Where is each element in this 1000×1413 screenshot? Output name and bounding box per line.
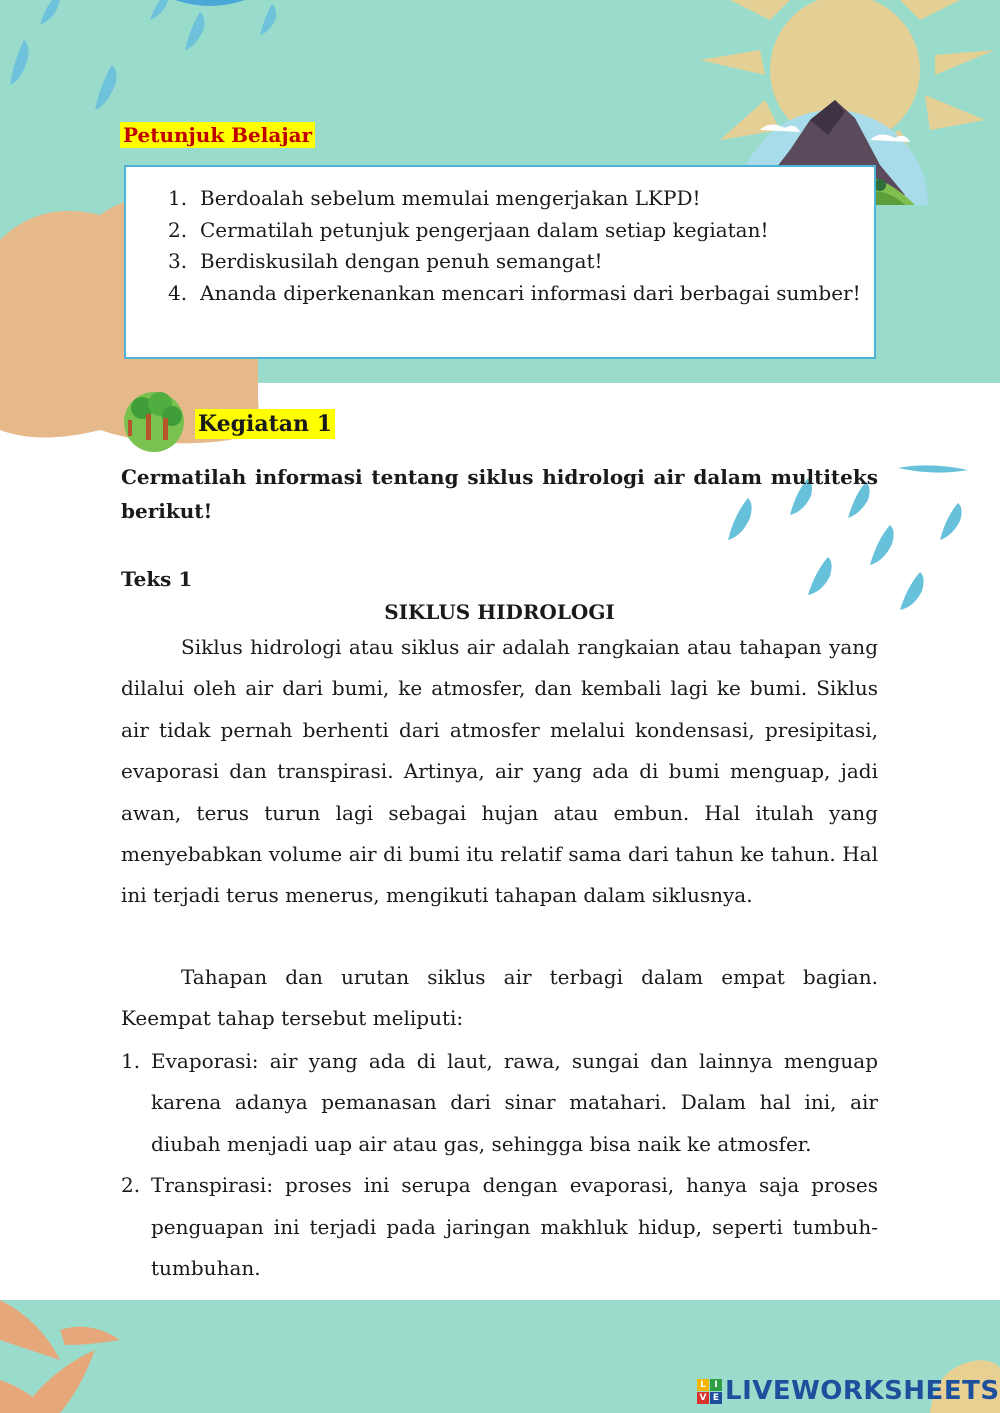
petunjuk-box [124,165,876,359]
petunjuk-item [126,183,878,215]
petunjuk-list [126,183,878,309]
section-title: SIKLUS HIDROLOGI [384,600,615,624]
petunjuk-item [126,215,878,247]
logo-letter: L [697,1379,709,1391]
item-text: Berdiskusilah dengan penuh semangat! [200,249,603,273]
stage-number: 2. [121,1173,141,1198]
stage-item [121,1165,878,1289]
stage-number: 1. [121,1049,141,1073]
petunjuk-item [126,278,878,310]
logo-letter: V [697,1392,709,1404]
item-number: 1. [168,186,188,210]
item-text: Ananda diperkenankan mencari informasi dari berbagai sumber! [200,280,861,305]
logo-letter: E [710,1392,722,1404]
item-text: Cermatilah petunjuk pengerjaan dalam setiap kegiatan! [200,217,769,242]
item-text: Berdoalah sebelum memulai mengerjakan LKPD! [200,186,701,210]
watermark-text: LIVEWORKSHEETS [725,1376,1000,1406]
kegiatan-instruction: Cermatilah informasi tentang siklus hidrologi air dalam multiteks berikut! [121,465,878,523]
petunjuk-title: Petunjuk Belajar [120,122,315,148]
stages-list [121,1041,878,1289]
liveworksheets-watermark[interactable] [697,1376,1000,1406]
stage-item [121,1041,878,1165]
item-number: 2. [168,217,188,242]
stage-text: Evaporasi: air yang ada di laut, rawa, sungai dan lainnya menguap karena adanya pemanasan dari sinar matahari. Dalam hal ini, air diubah menjadi uap air atau gas, sehingga bisa naik ke atmosfer. [151,1049,878,1156]
paragraph-2: Tahapan dan urutan siklus air terbagi dalam empat bagian. Keempat tahap tersebut meliputi: [121,965,878,1031]
petunjuk-item [126,246,878,278]
item-number: 4. [168,280,188,305]
kegiatan-title: Kegiatan 1 [195,409,335,439]
logo-letter: I [710,1379,722,1391]
teks-label: Teks 1 [121,567,193,591]
stage-text: Transpirasi: proses ini serupa dengan evaporasi, hanya saja proses penguapan ini terjadi pada jaringan makhluk hidup, seperti tumbuh-tumbuhan. [151,1173,878,1281]
paragraph-1: Siklus hidrologi atau siklus air adalah rangkaian atau tahapan yang dilalui oleh air dari bumi, ke atmosfer, dan kembali lagi ke bumi. Siklus air tidak pernah berhenti dari atmosfer melalui kondensasi, presipitasi, evaporasi dan transpirasi. Artinya, air yang ada di bumi menguap, jadi awan, terus turun lagi sebagai hujan atau embun. Hal itulah yang menyebabkan volume air di bumi itu relatif sama dari tahun ke tahun. Hal ini terjadi terus menerus, mengikuti tahapan dalam siklusnya. [121,635,878,908]
item-number: 3. [168,249,188,273]
liveworksheets-logo-icon [697,1379,722,1404]
